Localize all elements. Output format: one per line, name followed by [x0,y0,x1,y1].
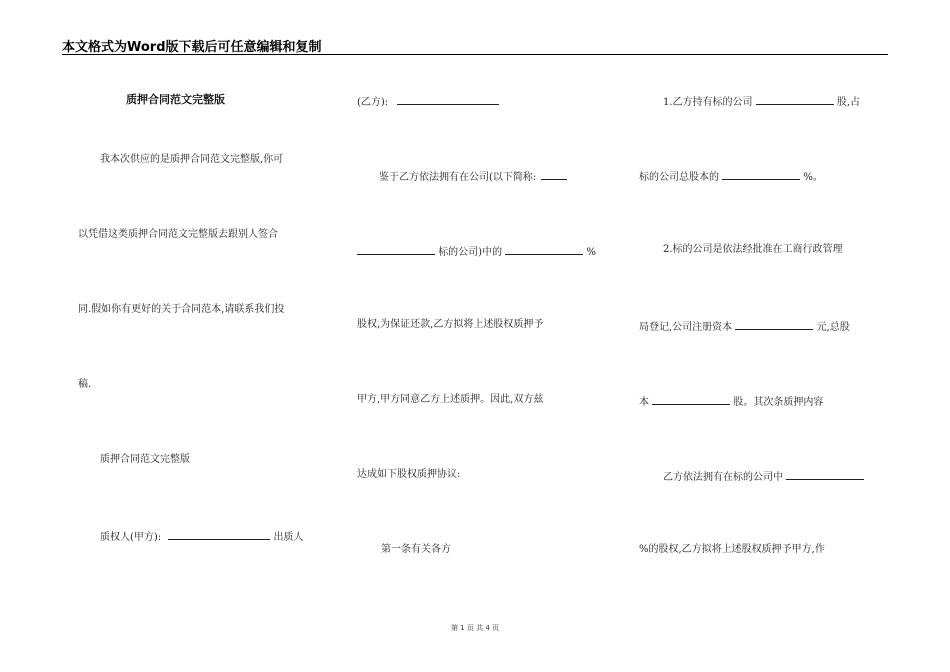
clause-2-line: 2.标的公司是依法经批准在工商行政管理 [663,244,843,255]
clause-1-prefix: 1.乙方持有标的公司 [663,97,753,108]
header-text: 本文格式为Word版下载后可任意编辑和复制 [62,40,322,55]
intro-line-1: 我本次供应的是质押合同范文完整版,你可 [100,154,284,165]
pledgee-blank[interactable] [168,529,270,540]
clause-1-line [663,94,860,109]
recital-pct: % [586,247,596,258]
clause-2-prefix: 局登记,公司注册资本 [639,322,733,333]
clause-2-prefix-3: 本 [639,397,649,408]
company-name-blank[interactable] [541,169,567,180]
recital-line-4: 甲方,甲方同意乙方上述质押。因此,双方兹 [357,394,544,405]
registered-capital-blank[interactable] [735,319,813,330]
clause-2-line-2 [639,319,850,334]
total-shares-blank[interactable] [652,394,730,405]
share-percent-blank[interactable] [722,169,800,180]
recital-line-1 [379,169,567,184]
intro-line-2: 以凭借这类质押合同范文完整版去跟别人签合 [78,229,278,240]
pledge-content-prefix: 乙方依法拥有在标的公司中 [663,472,783,483]
section-subtitle: 质押合同范文完整版 [100,454,190,465]
article-1-heading: 第一条有关各方 [381,544,451,555]
pledge-content-line-2: %的股权,乙方拟将上述股权质押予甲方,作 [639,544,825,555]
clause-1-suffix-2: %。 [803,172,823,183]
recital-text-2: 标的公司)中的 [438,247,503,258]
party-b-label: (乙方): [357,97,389,108]
percentage-blank[interactable] [505,244,583,255]
clause-2-line-3 [639,394,823,409]
company-abbr-blank[interactable] [357,244,435,255]
pledgee-line [100,529,304,544]
shares-held-blank[interactable] [756,94,834,105]
pledge-content-line [663,469,864,484]
pledgee-label: 质权人(甲方): [100,532,162,543]
recital-line-2 [357,244,596,259]
page-footer: 第 1 页 共 4 页 [450,624,500,632]
pledgor-label: 出质人 [273,532,304,543]
clause-2-suffix-3: 股。其次条质押内容 [733,397,824,408]
party-b-line [357,94,499,109]
clause-2-suffix: 元,总股 [816,322,850,333]
recital-line-3: 股权,为保证还款,乙方拟将上述股权质押予 [357,319,544,330]
column-left [78,0,328,600]
clause-1-line-2 [639,169,823,184]
clause-1-suffix: 股,占 [836,97,861,108]
column-right [639,0,889,600]
recital-line-5: 达成如下股权质押协议: [357,469,461,480]
clause-1-prefix-2: 标的公司总股本的 [639,172,719,183]
party-b-blank[interactable] [397,94,499,105]
column-middle [357,0,607,600]
intro-line-4: 稿. [78,379,92,390]
intro-line-3: 同.假如你有更好的关于合同范本,请联系我们投 [78,304,285,315]
recital-text-1: 鉴于乙方依法拥有在公司(以下简称: [379,172,537,183]
pledge-company-blank[interactable] [786,469,864,480]
document-title: 质押合同范文完整版 [126,93,225,106]
